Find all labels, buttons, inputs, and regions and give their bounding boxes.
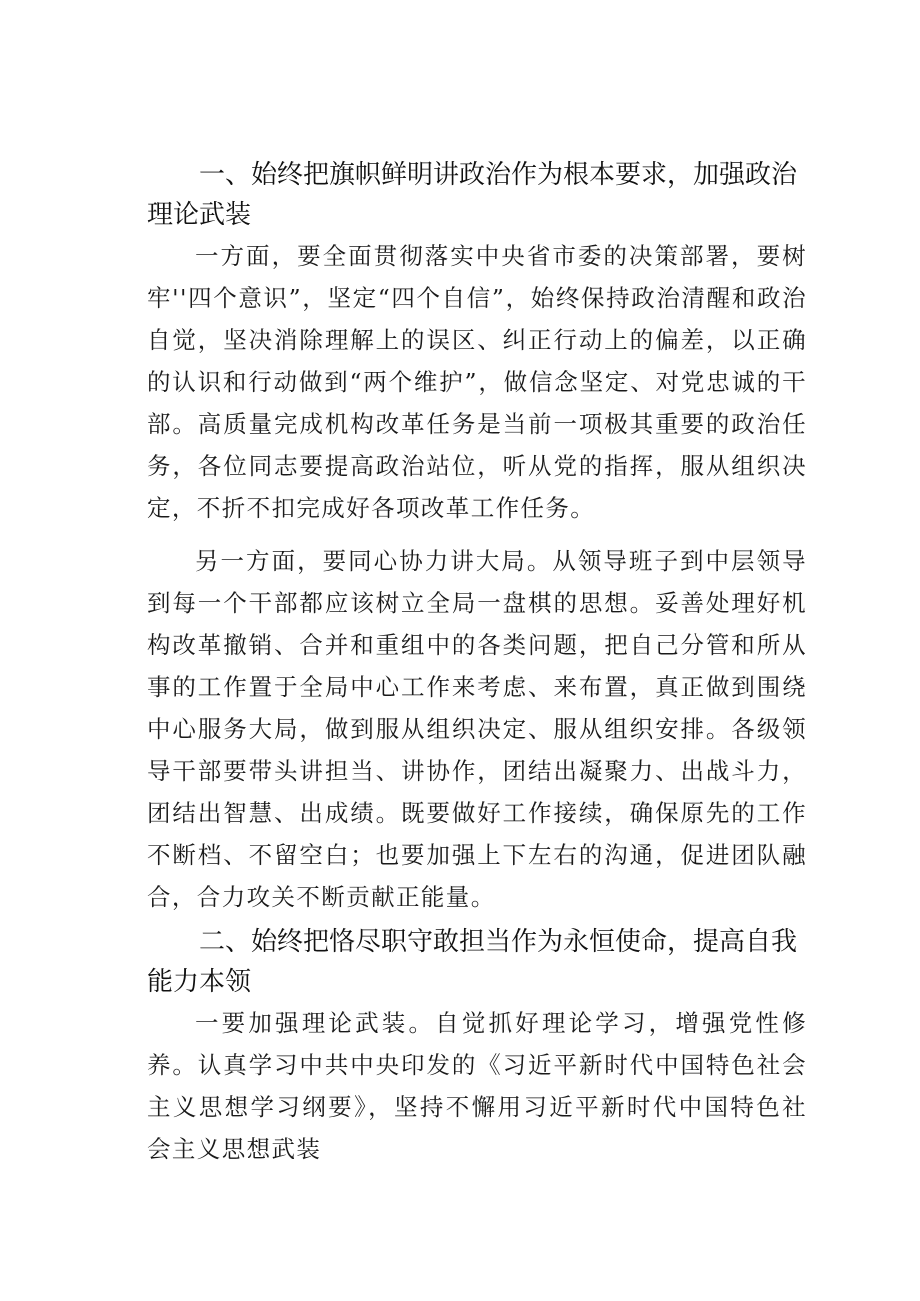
section-1-paragraph-1: 一方面，要全面贯彻落实中央省市委的决策部署，要树牢''四个意识”，坚定“四个自信”，始终保持政治清醒和政治自觉，坚决消除理解上的误区、纠正行动上的偏差，以正确的认识和行动做到“两个维护”，做信念坚定、对党忠诚的干部。高质量完成机构改革任务是当前一项极其重要的政治任务，各位同志要提高政治站位，听从党的指挥，服从组织决定，不折不扣完成好各项改革工作任务。 (147, 242, 807, 522)
section-1-heading: 一、始终把旗帜鲜明讲政治作为根本要求，加强政治理论武装 (147, 160, 798, 230)
section-2-heading: 二、始终把恪尽职守敢担当作为永恒使命，提高自我能力本领 (147, 927, 798, 997)
section-1-paragraph-2: 另一方面，要同心协力讲大局。从领导班子到中层领导到每一个干部都应该树立全局一盘棋的思想。妥善处理好机构改革撤销、合并和重组中的各类问题，把自己分管和所从事的工作置于全局中心工作来考虑、来布置，真正做到围绕中心服务大局，做到服从组织决定、服从组织安排。各级领导干部要带头讲担当、讲协作，团结出凝聚力、出战斗力，团结出智慧、出成绩。既要做好工作接续，确保原先的工作不断档、不留空白；也要加强上下左右的沟通，促进团队融合，合力攻关不断贡献正能量。 (147, 547, 807, 911)
section-2-paragraph-1: 一要加强理论武装。自觉抓好理论学习，增强党性修养。认真学习中共中央印发的《习近平新时代中国特色社会主义思想学习纲要》，坚持不懈用习近平新时代中国特色社会主义思想武装 (147, 1009, 807, 1163)
document-body (147, 155, 807, 1170)
